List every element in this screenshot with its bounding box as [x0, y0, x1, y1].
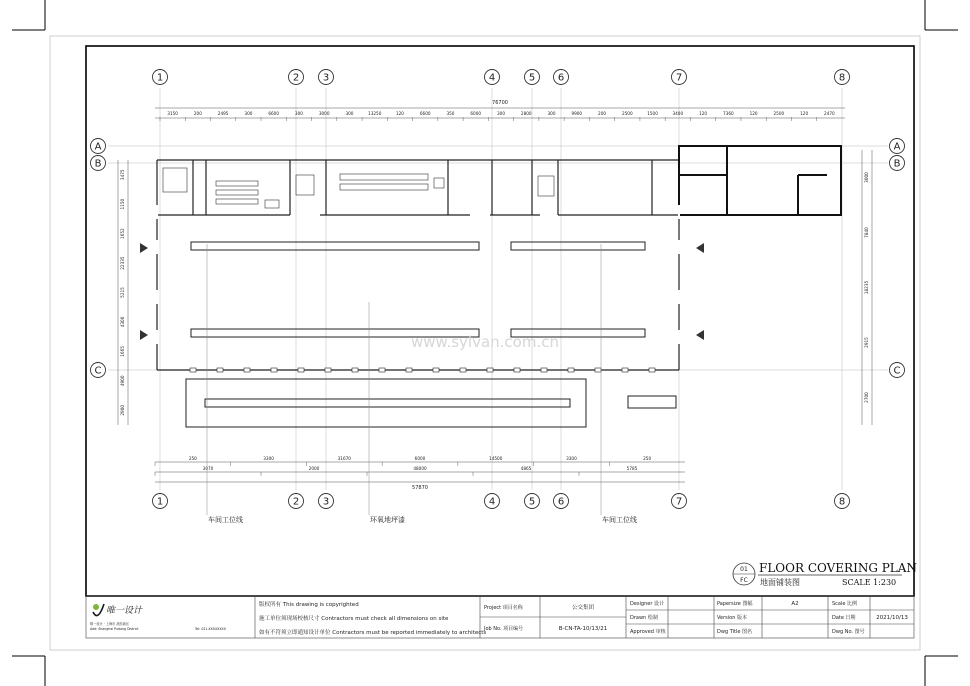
svg-text:4: 4	[488, 72, 496, 84]
svg-text:B: B	[893, 158, 901, 170]
dim-right-3: 2915	[864, 337, 869, 348]
dim-bottom2-2: 48000	[413, 466, 427, 471]
dim-right-0: 3000	[864, 172, 869, 183]
papersize-value: A2	[791, 601, 799, 607]
date-label: Date 日期	[832, 615, 856, 621]
dim-bottom2-0: 3070	[202, 466, 214, 471]
axis-bubble-bottom-8	[835, 494, 850, 509]
lower-canopy	[186, 379, 676, 427]
dim-left-0: 3475	[120, 169, 125, 181]
grid-lines	[108, 88, 888, 490]
dim-top-21: 120	[699, 111, 708, 116]
svg-text:1: 1	[156, 496, 164, 508]
workstation-lines	[191, 242, 645, 337]
axis-bubble-bottom-2	[289, 494, 304, 509]
axis-bubble-top-5	[525, 70, 540, 85]
dim-bottom1-3: 6000	[414, 456, 426, 461]
entry-arrows	[140, 243, 704, 340]
designer-label: Designer 设计	[630, 601, 664, 607]
door-mark	[271, 368, 277, 372]
dim-bottom1-6: 250	[643, 456, 652, 461]
dim-left-7: 4900	[120, 375, 125, 387]
dim-top-16: 9900	[571, 111, 583, 116]
label-workshop-line-left: 车间工位线	[208, 516, 243, 524]
dim-top-11: 350	[446, 111, 455, 116]
svg-text:B: B	[94, 158, 102, 170]
company-line-3: Tel: 021-XXXXXXXX	[195, 627, 226, 631]
drawing-title-cn: 地面铺装图	[760, 578, 800, 587]
door-mark	[460, 368, 466, 372]
door-mark	[217, 368, 223, 372]
door-mark	[541, 368, 547, 372]
dim-left-2: 1652	[120, 228, 125, 239]
dim-top-8: 13250	[368, 111, 382, 116]
job-value: B-CN-TA-10/13/21	[558, 626, 608, 632]
svg-text:3: 3	[322, 72, 330, 84]
dim-left-6: 1665	[120, 346, 125, 357]
dimensions-left-column	[120, 169, 125, 416]
watermark: www.sylvan.com.cn	[411, 333, 559, 351]
dim-right-4: 2700	[864, 392, 869, 403]
svg-text:8: 8	[838, 72, 846, 84]
dim-top-4: 6600	[268, 111, 280, 116]
dim-bottom1-2: 31670	[337, 456, 351, 461]
dim-top-23: 120	[749, 111, 758, 116]
svg-text:1: 1	[156, 72, 164, 84]
company-line-1: 唯一设计 · 上海市 浦东新区	[90, 622, 130, 626]
axis-bubble-bottom-1	[153, 494, 168, 509]
svg-text:5: 5	[528, 72, 536, 84]
job-label: Job No. 项目编号	[484, 626, 524, 632]
svg-text:2: 2	[292, 72, 300, 84]
copyright-text: 版权所有 This drawing is copyrighted	[259, 602, 359, 608]
svg-text:5: 5	[528, 496, 536, 508]
door-mark	[622, 368, 628, 372]
dim-left-4: 5215	[120, 287, 125, 298]
dim-left-3: 22335	[120, 256, 125, 270]
dwg-title-label: Dwg Title 图名	[717, 629, 753, 635]
door-mark	[595, 368, 601, 372]
version-label: Version 版本	[717, 615, 747, 621]
door-mark	[190, 368, 196, 372]
dim-top-24: 2500	[773, 111, 785, 116]
dim-bottom1-4: 14500	[489, 456, 503, 461]
furniture	[163, 168, 554, 208]
axis-bubble-top-4	[485, 70, 500, 85]
svg-text:A: A	[94, 141, 102, 153]
dim-top-9: 120	[395, 111, 404, 116]
svg-text:C: C	[94, 365, 102, 377]
drawing-title-en: FLOOR COVERING PLAN	[759, 561, 917, 575]
drawing-code: FC	[740, 577, 748, 584]
dim-bottom1-0: 250	[188, 456, 197, 461]
axis-bubbles-left	[91, 139, 106, 378]
axis-bubble-bottom-3	[319, 494, 334, 509]
axis-bubble-right-B	[890, 156, 905, 171]
dim-top-5: 300	[294, 111, 303, 116]
svg-text:A: A	[893, 141, 901, 153]
dim-right-1: 7840	[864, 227, 869, 238]
dimension-lines	[118, 108, 872, 482]
note-check-dimensions: 施工单位须现场校核尺寸 Contractors must check all dimensions on site	[259, 616, 449, 622]
dim-top-20: 3400	[672, 111, 684, 116]
right-building	[679, 146, 841, 215]
axis-bubble-top-6	[554, 70, 569, 85]
note-report-architects: 如有不符须立即通知设计单位 Contractors must be reported immediately to architects	[259, 630, 487, 636]
footer-logo	[93, 604, 143, 616]
date-value: 2021/10/13	[876, 615, 908, 621]
dim-top-14: 2800	[520, 111, 532, 116]
dim-top-10: 6600	[419, 111, 431, 116]
svg-text:3: 3	[322, 496, 330, 508]
label-workshop-line-right: 车间工位线	[602, 516, 637, 524]
dim-top-2: 2495	[217, 111, 229, 116]
axis-bubble-bottom-7	[672, 494, 687, 509]
dim-top-26: 2470	[824, 111, 835, 116]
dim-right-2: 18235	[864, 280, 869, 295]
dim-top-3: 300	[244, 111, 253, 116]
dim-bottom1-5: 3300	[566, 456, 577, 461]
dim-bottom2-1: 2000	[308, 466, 320, 471]
dim-top-15: 300	[547, 111, 556, 116]
dim-top-0: 3150	[167, 111, 178, 116]
axis-bubble-bottom-4	[485, 494, 500, 509]
svg-text:C: C	[893, 365, 901, 377]
door-mark	[514, 368, 520, 372]
axis-bubble-top-1	[153, 70, 168, 85]
axis-bubble-right-C	[890, 363, 905, 378]
door-mark	[487, 368, 493, 372]
axis-bubble-right-A	[890, 139, 905, 154]
axis-bubble-top-2	[289, 70, 304, 85]
door-mark	[649, 368, 655, 372]
svg-text:7: 7	[675, 72, 683, 84]
svg-text:2: 2	[292, 496, 300, 508]
door-mark	[379, 368, 385, 372]
company-line-2: Add: Shanghai Pudong District	[90, 627, 139, 631]
project-value: 公交集团	[571, 605, 595, 611]
drawing-number: 01	[740, 566, 748, 573]
dim-top-13: 300	[497, 111, 505, 116]
dim-bottom2-4: 5785	[626, 466, 638, 471]
dim-bottom2-3: 4865	[520, 466, 532, 471]
door-mark	[298, 368, 304, 372]
svg-text:6: 6	[557, 72, 565, 84]
door-mark	[325, 368, 331, 372]
axis-bubble-left-A	[91, 139, 106, 154]
axis-bubbles-right	[890, 139, 905, 378]
upper-rooms	[157, 160, 679, 215]
door-mark	[352, 368, 358, 372]
axis-bubble-bottom-6	[554, 494, 569, 509]
dim-left-1: 1150	[120, 198, 125, 210]
axis-bubbles-top	[153, 70, 850, 85]
dimensions-top-row	[160, 111, 835, 121]
label-epoxy-floor: 环氧地坪漆	[370, 516, 405, 524]
dimensions-right-column	[864, 172, 869, 403]
dim-top-12: 6000	[470, 111, 482, 116]
axis-bubble-top-8	[835, 70, 850, 85]
axis-bubble-bottom-5	[525, 494, 540, 509]
dim-left-8: 2900	[120, 404, 125, 416]
papersize-label: Papersize 图幅	[717, 601, 753, 607]
dim-top-25: 120	[800, 111, 809, 116]
drawn-label: Drawn 绘制	[630, 615, 658, 621]
approved-label: Approved 审核	[630, 629, 666, 635]
project-label: Project 项目名称	[484, 605, 523, 611]
axis-bubble-top-3	[319, 70, 334, 85]
dim-top-17: 200	[598, 111, 607, 116]
dim-top-22: 7360	[722, 111, 734, 116]
door-mark	[433, 368, 439, 372]
svg-text:7: 7	[675, 496, 683, 508]
logo-text: 唯一设计	[106, 606, 143, 616]
svg-text:4: 4	[488, 496, 496, 508]
door-mark	[568, 368, 574, 372]
dimension-overall-top: 76700	[492, 100, 508, 106]
dim-top-1: 200	[193, 111, 202, 116]
door-mark	[406, 368, 412, 372]
scale-label: Scale 比例	[832, 601, 858, 607]
dimensions-bottom-row-1	[155, 456, 651, 466]
drawing-title	[733, 561, 917, 587]
axis-bubble-left-B	[91, 156, 106, 171]
dim-top-6: 3000	[318, 111, 330, 116]
axis-bubble-top-7	[672, 70, 687, 85]
dim-left-5: 4300	[120, 316, 125, 328]
dimension-overall-bottom: 57870	[412, 485, 428, 491]
dimensions-bottom-row-2	[155, 466, 638, 476]
drawing-frame	[86, 46, 914, 596]
svg-text:6: 6	[557, 496, 565, 508]
dim-top-19: 1500	[647, 111, 658, 116]
axis-bubbles-bottom	[153, 494, 850, 509]
door-mark	[244, 368, 250, 372]
dwg-no-label: Dwg No. 图号	[832, 629, 865, 635]
axis-bubble-left-C	[91, 363, 106, 378]
dim-top-7: 300	[345, 111, 354, 116]
dim-bottom1-1: 3300	[263, 456, 274, 461]
drawing-scale: SCALE 1:230	[842, 578, 897, 587]
dim-top-18: 2500	[621, 111, 633, 116]
svg-text:8: 8	[838, 496, 846, 508]
